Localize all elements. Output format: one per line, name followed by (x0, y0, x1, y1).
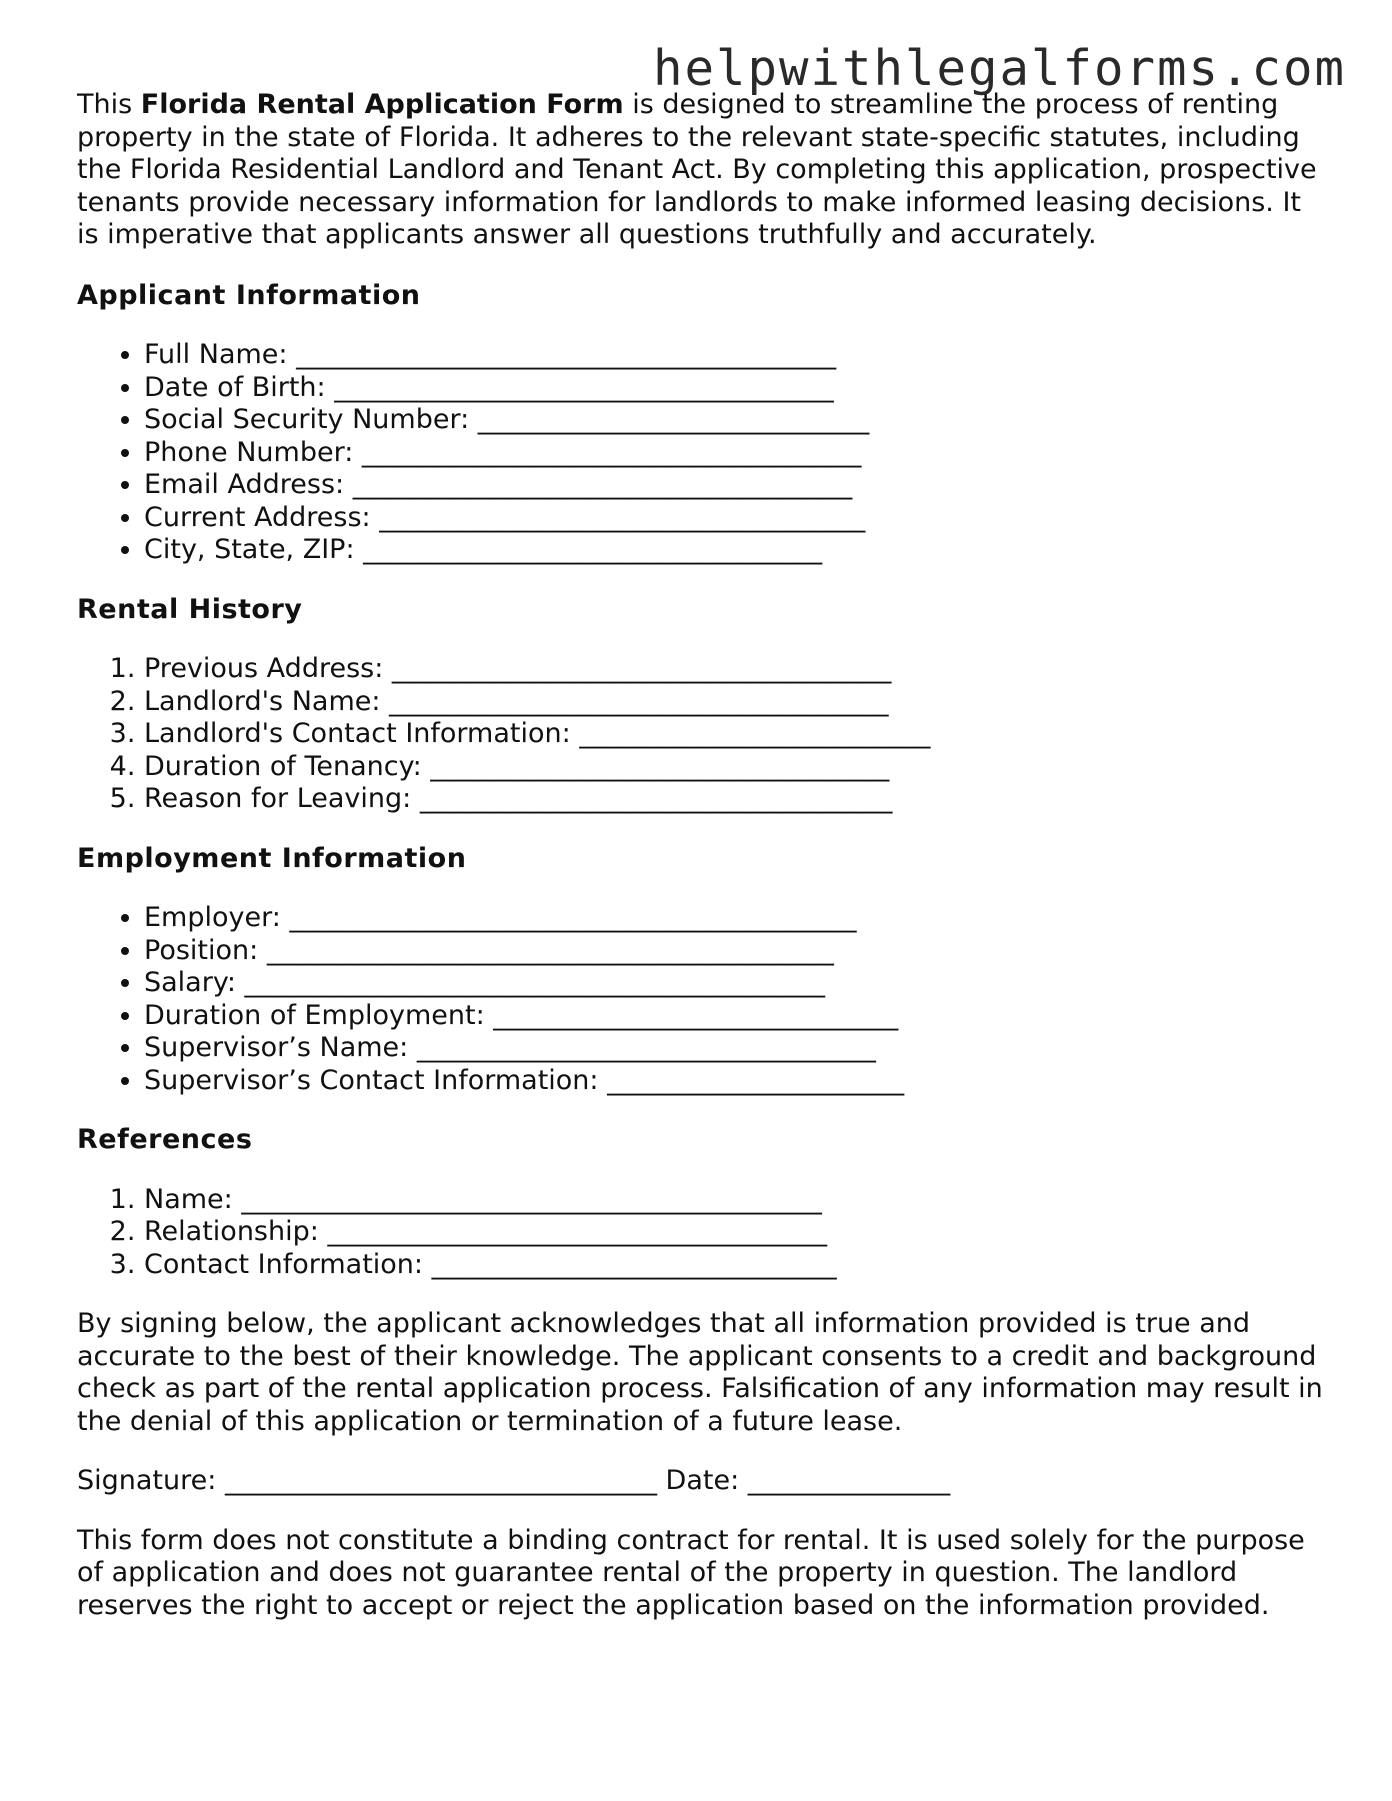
field-blank[interactable]: ________________________________________ (296, 339, 837, 370)
field-label: Landlord's Name: (144, 685, 381, 717)
date-blank[interactable]: _______________ (747, 1465, 951, 1496)
field-blank[interactable]: ______________________________ (493, 999, 899, 1031)
landlord-name-field (144, 686, 1327, 719)
field-blank[interactable]: ______________________________ (431, 1248, 837, 1280)
field-label: Previous Address: (144, 653, 384, 684)
field-blank[interactable]: __________________________________ (430, 750, 890, 782)
intro-prefix: This (77, 89, 141, 120)
signature-label: Signature: (77, 1465, 217, 1496)
field-blank[interactable]: _____________________________________ (391, 653, 892, 684)
field-label: Duration of Employment: (144, 999, 485, 1031)
employer-field (144, 902, 1327, 935)
field-label: Full Name: (144, 339, 288, 370)
applicant-information-list (77, 339, 1327, 567)
field-label: Phone Number: (144, 436, 354, 468)
field-label: Contact Information: (144, 1248, 424, 1280)
references-heading: References (77, 1124, 253, 1155)
salary-field (144, 967, 1327, 1000)
field-label: Supervisor’s Name: (144, 1032, 409, 1063)
duration-of-employment-field (144, 1000, 1327, 1033)
full-name-field (144, 339, 1327, 372)
field-label: Position: (144, 934, 259, 966)
field-blank[interactable]: _____________________________________ (352, 469, 853, 500)
field-label: Salary: (144, 967, 236, 998)
field-label: Relationship: (144, 1216, 319, 1247)
phone-number-field (144, 437, 1327, 470)
reference-contact-field (144, 1249, 1327, 1282)
position-field (144, 935, 1327, 968)
rental-application-document (77, 89, 1327, 1649)
field-blank[interactable]: _____________________________ (477, 404, 870, 435)
field-blank[interactable]: __________________________________ (416, 1032, 876, 1063)
field-label: Supervisor’s Contact Information: (144, 1064, 599, 1096)
field-blank[interactable]: __________________________________ (363, 534, 823, 565)
form-title: Florida Rental Application Form (140, 89, 624, 120)
field-blank[interactable]: _____________________________________ (327, 1216, 827, 1247)
reason-for-leaving-field (144, 783, 1327, 816)
disclaimer-paragraph: This form does not constitute a binding contract for rental. It is used solely for the purpose of application and does not guarantee rental of the property in question. The landlord reserves the right to accept or reject the application based on the information provided. (77, 1524, 1305, 1621)
landlord-contact-field (144, 718, 1327, 751)
applicant-information-heading: Applicant Information (77, 279, 421, 311)
acknowledgment-paragraph: By signing below, the applicant acknowledges that all information provided is true and accurate to the best of their knowledge. The applicant consents to a credit and background check as part of the rental application process. Falsification of any information may result in the denial of this application or termination of a future lease. (77, 1308, 1323, 1437)
reference-name-field (144, 1184, 1327, 1217)
field-label: Reason for Leaving: (144, 783, 412, 814)
field-label: Landlord's Contact Information: (144, 718, 571, 749)
current-address-field (144, 502, 1327, 535)
intro-body: is designed to streamline the process of renting property in the state of Florida. It adheres to the relevant state-specific statutes, including the Florida Residential Landlord and Tenant Act. By completing this application, prospective tenants provide necessary information for landlords to make informed leasing decisions. It is imperative that applicants answer all questions truthfully and accurately. (77, 89, 1317, 250)
city-state-zip-field (144, 534, 1327, 567)
field-blank[interactable]: __________________________ (579, 718, 931, 749)
employment-information-list (77, 902, 1327, 1097)
field-blank[interactable]: _____________________________________ (361, 436, 862, 468)
field-label: Current Address: (144, 501, 371, 533)
reference-relationship-field (144, 1216, 1327, 1249)
field-label: Employer: (144, 902, 281, 933)
ssn-field (144, 404, 1327, 437)
references-list (77, 1184, 1327, 1282)
rental-history-heading: Rental History (77, 593, 303, 625)
field-label: Email Address: (144, 469, 345, 500)
duration-of-tenancy-field (144, 751, 1327, 784)
previous-address-field (144, 653, 1327, 686)
email-address-field (144, 469, 1327, 502)
field-blank[interactable]: ___________________________________ (419, 783, 893, 814)
field-blank[interactable]: ___________________________________________ (244, 967, 826, 998)
rental-history-list (77, 653, 1327, 816)
site-watermark: helpwithlegalforms.com (652, 40, 1346, 97)
field-label: Social Security Number: (144, 404, 470, 435)
field-label: Name: (144, 1183, 233, 1215)
supervisor-contact-field (144, 1065, 1327, 1098)
field-blank[interactable]: __________________________________________ (266, 934, 834, 966)
signature-blank[interactable]: ________________________________ (224, 1465, 657, 1496)
field-blank[interactable]: _____________________________________ (389, 685, 889, 717)
employment-information-heading: Employment Information (77, 842, 467, 874)
signature-line (77, 1465, 1327, 1498)
supervisor-name-field (144, 1032, 1327, 1065)
field-label: Date of Birth: (144, 371, 326, 403)
field-blank[interactable]: ____________________________________ (379, 501, 866, 533)
field-blank[interactable]: _____________________________________ (334, 371, 834, 403)
field-label: City, State, ZIP: (144, 534, 355, 565)
intro-paragraph (77, 89, 1327, 252)
field-label: Duration of Tenancy: (144, 750, 422, 782)
field-blank[interactable]: ______________________ (607, 1064, 905, 1096)
date-of-birth-field (144, 372, 1327, 405)
date-label: Date: (665, 1465, 740, 1496)
field-blank[interactable]: ___________________________________________ (241, 1183, 822, 1215)
field-blank[interactable]: __________________________________________ (289, 902, 857, 933)
